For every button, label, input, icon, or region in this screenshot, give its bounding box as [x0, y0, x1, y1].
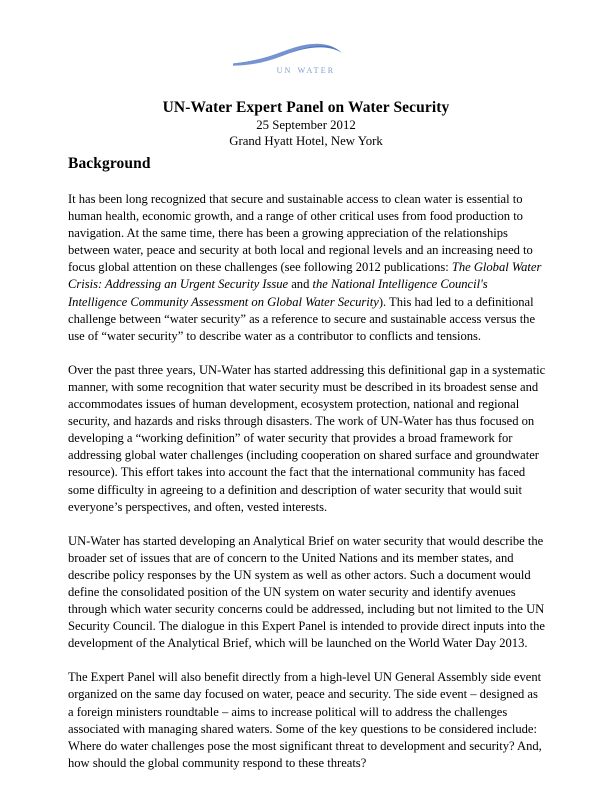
text-run: ). This had led to a definitional challenge between “water security” as a reference to secure and sustainable access versus the use of “water security” to describe water as a contributor to conflicts and tensions. [68, 294, 536, 343]
event-venue: Grand Hyatt Hotel, New York [229, 134, 383, 148]
italic-title-run: The Global Water Crisis: Addressing an Urgent Security Issue [68, 260, 542, 292]
section-heading-background: Background [68, 155, 151, 172]
event-date: 25 September 2012 [256, 118, 356, 132]
text-run: The Expert Panel will also benefit directly from a high-level UN General Assembly side event organized on the same day focused on water, peace and security. The side event – designed as a foreign ministers roundtable – aims to increase political will to address the challenges associated with managing shared waters. Some of the key questions to be considered include: Where do water challenges pose the most significant threat to development and security? And, how should the global community respond to these threats? [68, 670, 542, 770]
logo-inner [231, 38, 381, 84]
page-title: UN-Water Expert Panel on Water Security [162, 99, 450, 116]
body-paragraph [68, 669, 546, 772]
title-block [0, 98, 612, 149]
text-run: and [288, 277, 313, 292]
text-run: Over the past three years, UN-Water has started addressing this definitional gap in a systematic manner, with some recognition that water security must be described in its broadest sense and accommodates issues of human development, ecosystem protection, national and regional security, and hazards and risks through disasters. The work of UN-Water has thus focused on developing a “working definition” of water security that provides a broad framework for addressing global water challenges (including cooperation on shared surface and groundwater resource). This effort takes into account the fact that the international community has faced some difficulty in agreeing to a definition and description of water security that would suit everyone’s perspectives, and often, vested interests. [68, 362, 546, 514]
un-water-logo [0, 38, 612, 89]
italic-title-run: the National Intelligence Council's Intelligence Community Assessment on Global Water Security [68, 277, 488, 309]
body-paragraph [68, 362, 546, 516]
document-body [68, 155, 546, 772]
body-paragraph [68, 533, 546, 653]
body-paragraph [68, 191, 546, 345]
paragraph-list [68, 191, 546, 772]
text-run: It has been long recognized that secure and sustainable access to clean water is essential to human health, economic growth, and a range of other critical uses from food production to navigation. At the same time, there has been a growing appreciation of the relationships between water, peace and security at both local and regional levels and an increasing need to focus global attention on these challenges (see following 2012 publications: [68, 192, 533, 275]
text-run: UN-Water has started developing an Analytical Brief on water security that would describe the broader set of issues that are of concern to the United Nations and its member states, and describe policy responses by the UN system as well as other actors. Such a document would define the consolidated position of the UN system on water security and identify avenues through which water security concerns could be addressed, including but not limited to the UN Security Council. The dialogue in this Expert Panel is intended to provide direct inputs into the development of the Analytical Brief, which will be launched on the World Water Day 2013. [68, 533, 546, 651]
logo-wordmark: un water [276, 64, 336, 76]
